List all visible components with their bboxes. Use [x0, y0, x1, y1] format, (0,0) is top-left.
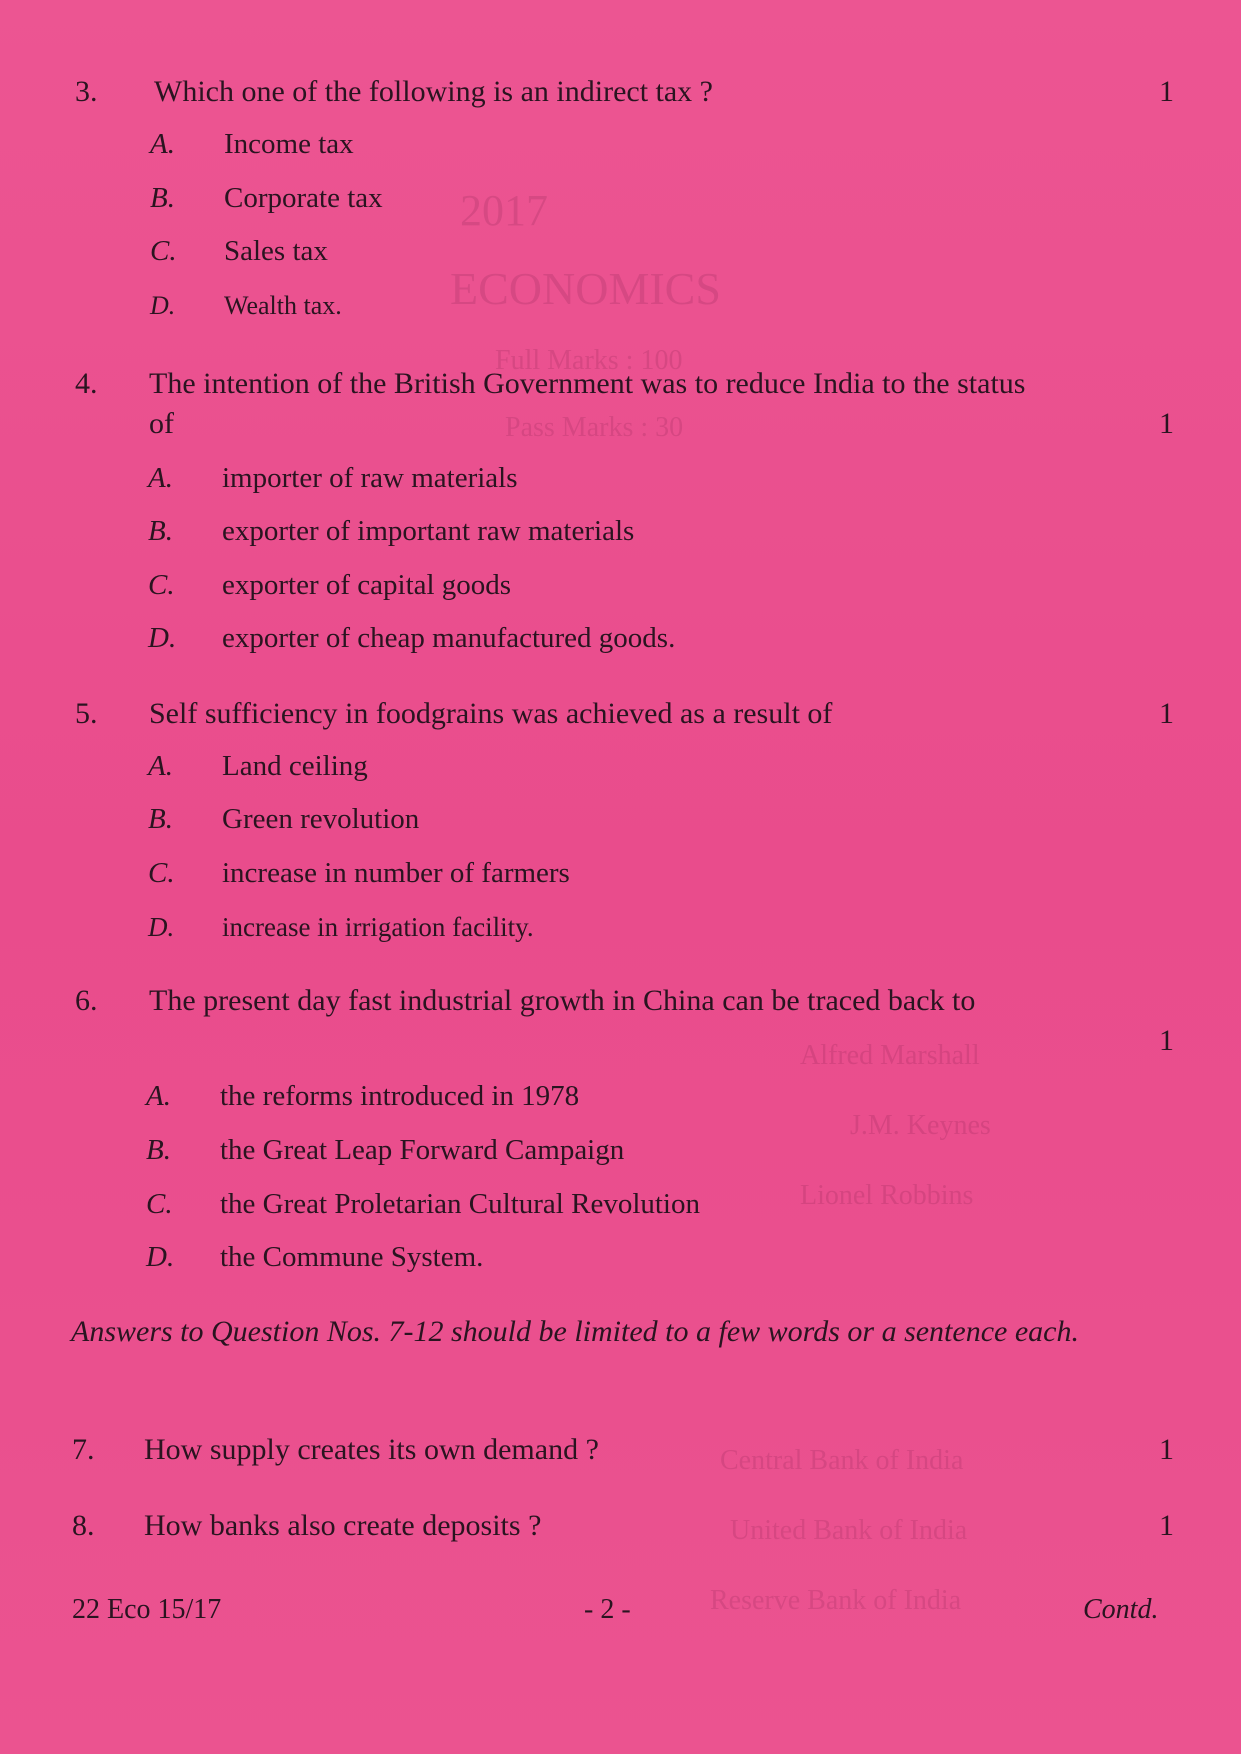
option-text: Corporate tax	[224, 182, 383, 214]
question-number: 4.	[75, 367, 98, 400]
question-marks: 1	[1159, 75, 1174, 108]
question-number: 6.	[75, 984, 98, 1017]
page-number: - 2 -	[584, 1594, 631, 1625]
show-through-text: Full Marks : 100	[495, 345, 683, 376]
option-letter: A.	[146, 1080, 171, 1112]
question-number: 7.	[72, 1433, 95, 1466]
option-text: increase in number of farmers	[222, 857, 570, 889]
option-letter: D.	[148, 622, 177, 654]
question-8	[72, 1507, 972, 1547]
option-text: Green revolution	[222, 803, 420, 835]
option-letter: A.	[148, 462, 173, 494]
option-text: importer of raw materials	[222, 462, 518, 494]
question-text-line-1: The intention of the British Government was to reduce India to the status	[149, 367, 1026, 400]
question-number: 3.	[75, 75, 98, 108]
option-text: the Great Proletarian Cultural Revolution	[220, 1188, 700, 1220]
question-text-line-2: of	[149, 407, 174, 440]
option-letter: A.	[148, 750, 173, 782]
option-letter: D.	[150, 291, 176, 320]
question-marks: 1	[1159, 697, 1174, 730]
show-through-text: United Bank of India	[730, 1515, 968, 1546]
show-through-text: Lionel Robbins	[800, 1180, 974, 1211]
option-letter: B.	[148, 803, 173, 835]
option-text: increase in irrigation facility.	[222, 912, 534, 942]
question-7	[72, 1431, 972, 1471]
option-letter: B.	[146, 1134, 171, 1166]
question-number: 8.	[72, 1509, 95, 1542]
question-marks: 1	[1159, 1024, 1174, 1057]
question-5	[75, 695, 1075, 735]
option-letter: D.	[148, 912, 175, 942]
option-text: the Great Leap Forward Campaign	[220, 1134, 625, 1166]
question-text: How supply creates its own demand ?	[144, 1433, 599, 1466]
continued-label: Contd.	[1083, 1594, 1159, 1625]
option-text: Sales tax	[224, 235, 328, 267]
show-through-text: 2017	[460, 186, 548, 235]
option-letter: C.	[150, 235, 177, 267]
question-text: How banks also create deposits ?	[144, 1509, 542, 1542]
option-letter: C.	[146, 1188, 173, 1220]
show-through-text: Reserve Bank of India	[710, 1585, 962, 1616]
option-letter: B.	[148, 515, 173, 547]
option-text: exporter of cheap manufactured goods.	[222, 622, 676, 654]
question-marks: 1	[1159, 1433, 1174, 1466]
question-marks: 1	[1159, 407, 1174, 440]
show-through-text: J.M. Keynes	[850, 1110, 991, 1141]
option-text: exporter of capital goods	[222, 569, 512, 601]
option-text: Land ceiling	[222, 750, 368, 782]
show-through-text: ECONOMICS	[450, 263, 721, 314]
section-instruction: Answers to Question Nos. 7-12 should be limited to a few words or a sentence each.	[71, 1315, 1079, 1348]
option-text: Wealth tax.	[224, 291, 342, 320]
option-text: the reforms introduced in 1978	[220, 1080, 580, 1112]
paper-code: 22 Eco 15/17	[72, 1594, 222, 1625]
question-text: The present day fast industrial growth in China can be traced back to	[149, 984, 976, 1017]
option-text: exporter of important raw materials	[222, 515, 635, 547]
option-text: the Commune System.	[220, 1241, 484, 1273]
option-text: Income tax	[224, 128, 354, 160]
question-number: 5.	[75, 697, 98, 730]
question-3	[75, 73, 1175, 113]
show-through-text: Central Bank of India	[720, 1445, 964, 1476]
question-text: Self sufficiency in foodgrains was achieved as a result of	[149, 697, 833, 730]
question-text: Which one of the following is an indirect tax ?	[154, 75, 713, 108]
option-letter: C.	[148, 569, 175, 601]
option-letter: C.	[148, 857, 175, 889]
show-through-text: Pass Marks : 30	[505, 412, 684, 443]
show-through-text: Alfred Marshall	[800, 1040, 980, 1071]
question-4	[75, 365, 1175, 445]
question-marks: 1	[1159, 1509, 1174, 1542]
option-letter: A.	[150, 128, 175, 160]
option-letter: D.	[146, 1241, 175, 1273]
question-6	[75, 982, 1175, 1022]
option-letter: B.	[150, 182, 175, 214]
